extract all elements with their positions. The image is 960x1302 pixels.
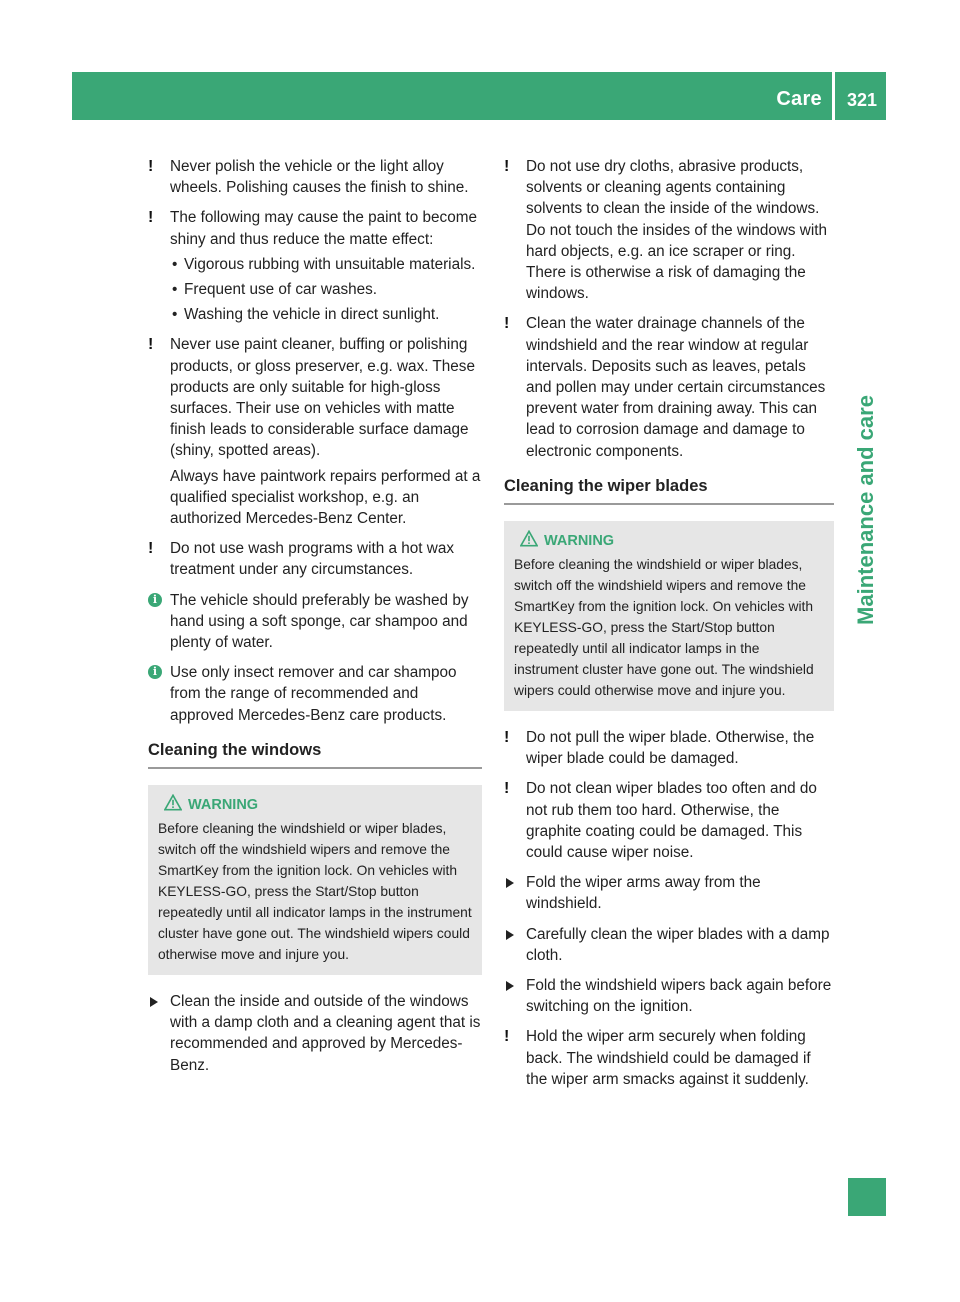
caution-note [504, 778, 834, 863]
note-text: The vehicle should preferably be washed by hand using a soft sponge, car shampoo and plenty of water. [170, 591, 469, 652]
note-text: Do not use wash programs with a hot wax treatment under any circumstances. [170, 540, 454, 579]
caution-icon: ! [148, 209, 154, 227]
info-icon: i [148, 665, 162, 679]
note-text: Hold the wiper arm securely when folding back. The windshield could be damaged if the wiper arm smacks against it suddenly. [526, 1028, 811, 1088]
warning-box [148, 785, 482, 975]
caution-icon: ! [504, 780, 510, 798]
note-text: Do not pull the wiper blade. Otherwise, the wiper blade could be damaged. [526, 729, 815, 768]
section-heading: Cleaning the windows [148, 740, 482, 769]
right-column [504, 156, 834, 1099]
caution-icon: ! [504, 158, 510, 175]
warning-text: Before cleaning the windshield or wiper blades, switch off the windshield wipers and remove the SmartKey from the ignition lock. On vehicles with KEYLESS-GO, press the Start/Stop button repeatedly until all indicator lamps in the instrument cluster have gone out. The windshield wipers could otherwise move and injure you. [158, 821, 472, 963]
caution-icon: ! [504, 729, 510, 747]
caution-icon: ! [148, 540, 154, 558]
caution-icon: ! [148, 158, 154, 175]
note-text: Clean the water drainage channels of the windshield and the rear window at regular intervals. Deposits such as leaves, petals and pollen may under certain circumstances prevent water from draining away. This can lead to corrosion damage and damage to electronic components. [526, 315, 826, 460]
step-arrow-icon [506, 930, 514, 940]
left-column [148, 156, 482, 1085]
warning-title: WARNING [158, 795, 472, 816]
step-arrow-icon [506, 981, 514, 991]
header-divider [832, 72, 835, 120]
step-text: Clean the inside and outside of the windows with a damp cloth and a cleaning agent that is recommended and approved by Mercedes-Benz. [170, 993, 481, 1074]
step-arrow-icon [506, 878, 514, 888]
note-text: Do not clean wiper blades too often and do not rub them too hard. Otherwise, the graphite coating could be damaged. This could cause wiper noise. [526, 780, 817, 862]
warning-title: WARNING [514, 531, 824, 552]
bullet-list [170, 254, 482, 326]
caution-note [504, 313, 834, 461]
caution-note [504, 156, 834, 304]
info-icon: i [148, 593, 162, 607]
step-arrow-icon [150, 997, 158, 1007]
caution-note [148, 334, 482, 529]
list-item: • Washing the vehicle in direct sunlight. [170, 304, 482, 325]
caution-note [148, 156, 482, 198]
instruction-step [148, 991, 482, 1076]
info-note [148, 590, 482, 654]
bullet-icon: • [172, 255, 178, 273]
warning-box [504, 521, 834, 711]
warning-triangle-icon [164, 794, 182, 811]
step-text: Carefully clean the wiper blades with a damp cloth. [526, 925, 830, 964]
warning-triangle-icon [520, 530, 538, 547]
bullet-icon: • [172, 281, 178, 299]
caution-note [504, 1026, 834, 1090]
note-text: Never polish the vehicle or the light alloy wheels. Polishing causes the finish to shine. [170, 158, 469, 197]
section-title: Care [776, 88, 822, 110]
caution-icon: ! [504, 1028, 510, 1046]
list-item: • Vigorous rubbing with unsuitable materials. [170, 254, 482, 275]
note-text-extra: Always have paintwork repairs performed at a qualified specialist workshop, e.g. an authorized Mercedes-Benz Center. [170, 467, 481, 528]
note-text: Use only insect remover and car shampoo from the range of recommended and approved Mercedes-Benz care products. [170, 664, 457, 724]
caution-note [148, 207, 482, 325]
instruction-step [504, 924, 834, 966]
caution-note [504, 727, 834, 769]
note-text: Do not use dry cloths, abrasive products, solvents or cleaning agents containing solvents to clean the inside of the windows. Do not touch the insides of the windows with hard objects, e.g. an ice scraper or ring. There is otherwise a risk of damaging the windows. [526, 158, 828, 303]
warning-text: Before cleaning the windshield or wiper blades, switch off the windshield wipers and remove the SmartKey from the ignition lock. On vehicles with KEYLESS-GO, press the Start/Stop button repeatedly until all indicator lamps in the instrument cluster have gone out. The windshield wipers could otherwise move and injure you. [514, 557, 814, 699]
side-tab-label: Maintenance and care [853, 395, 878, 625]
caution-note [148, 538, 482, 580]
bullet-icon: • [172, 306, 178, 324]
note-text: Never use paint cleaner, buffing or polishing products, or gloss preserver, e.g. wax. These products are only suitable for high-gloss surfaces. Their use on vehicles with matte finish leads to considerable surface damage (shiny, spotted areas). [170, 336, 475, 460]
page-number: 321 [846, 90, 878, 110]
instruction-step [504, 975, 834, 1017]
instruction-step [504, 872, 834, 914]
section-heading: Cleaning the wiper blades [504, 476, 834, 505]
step-text: Fold the windshield wipers back again before switching on the ignition. [526, 977, 832, 1016]
note-text: The following may cause the paint to become shiny and thus reduce the matte effect: [170, 209, 477, 248]
caution-icon: ! [148, 336, 154, 354]
side-tab-marker [848, 1178, 886, 1216]
info-note [148, 662, 482, 726]
step-text: Fold the wiper arms away from the windshield. [526, 874, 761, 913]
caution-icon: ! [504, 315, 510, 333]
list-item: • Frequent use of car washes. [170, 279, 482, 300]
